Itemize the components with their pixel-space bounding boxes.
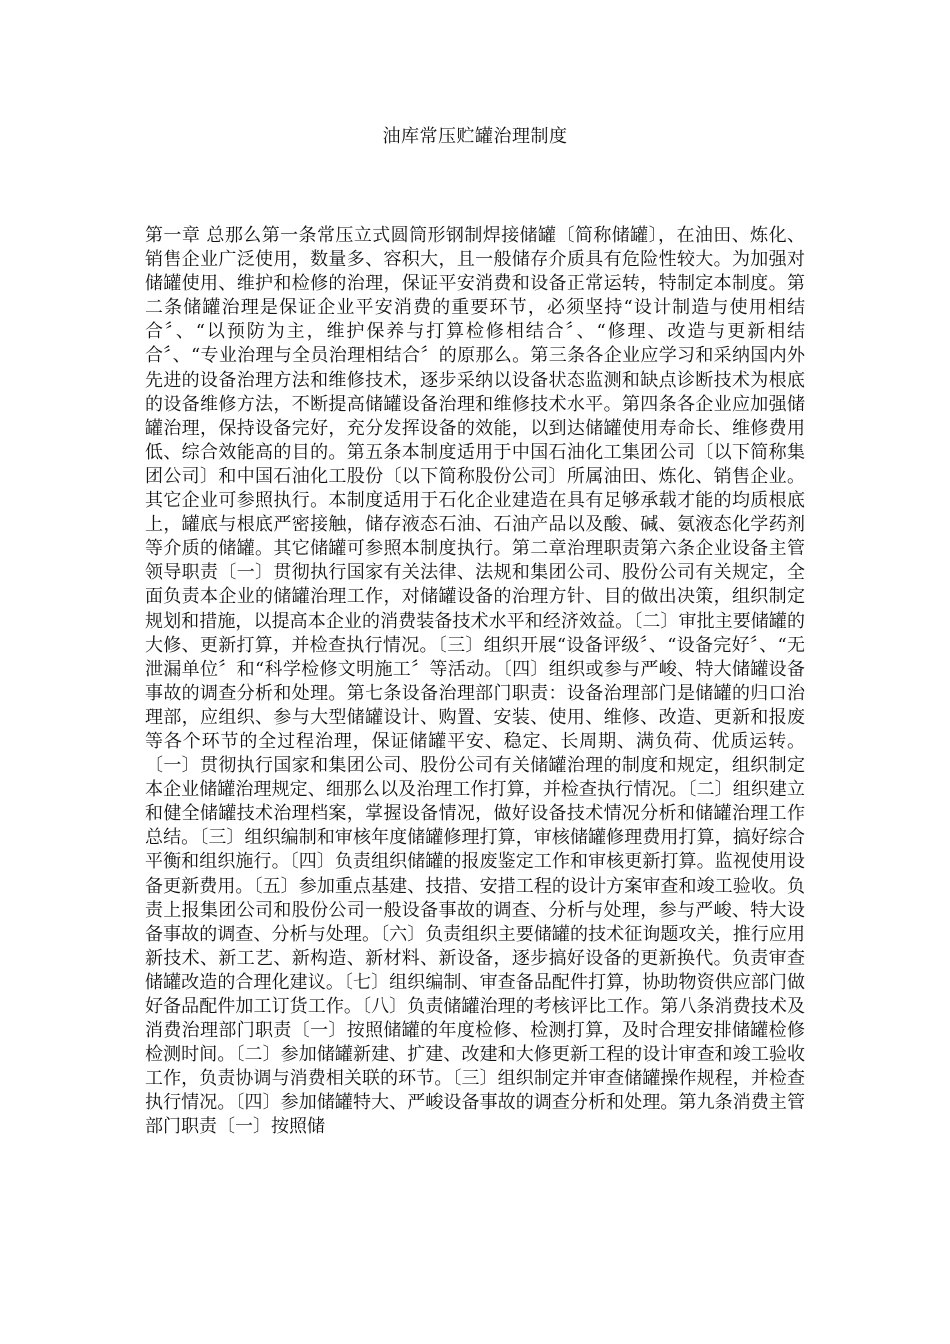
document-body-text: 第一章 总那么第一条常压立式圆筒形钢制焊接储罐〔简称储罐〕，在油田、炼化、销售企业广泛使用，数量多、容积大，且一般储存介质具有危险性较大。为加强对储罐使用、维护和检修的治理，保证平安消费和设备正常运转，特制定本制度。第二条储罐治理是保证企业平安消费的重要环节，必须坚持“设计制造与使用相结合〞、“以预防为主，维护保养与打算检修相结合〞、“修理、改造与更新相结合〞、“专业治理与全员治理相结合〞的原那么。第三条各企业应学习和采纳国内外先进的设备治理方法和维修技术，逐步采纳以设备状态监测和缺点诊断技术为根底的设备维修方法，不断提高储罐设备治理和维修技术水平。第四条各企业应加强储罐治理，保持设备完好，充分发挥设备的效能，以到达储罐使用寿命长、维修费用低、综合效能高的目的。第五条本制度适用于中国石油化工集团公司〔以下简称集团公司〕和中国石油化工股份〔以下简称股份公司〕所属油田、炼化、销售企业。其它企业可参照执行。本制度适用于石化企业建造在具有足够承载才能的均质根底上，罐底与根底严密接触，储存液态石油、石油产品以及酸、碱、氨液态化学药剂等介质的储罐。其它储罐可参照本制度执行。第二章治理职责第六条企业设备主管领导职责〔一〕贯彻执行国家有关法律、法规和集团公司、股份公司有关规定，全面负责本企业的储罐治理工作，对储罐设备的治理方针、目的做出决策，组织制定规划和措施，以提高本企业的消费装备技术水平和经济效益。〔二〕审批主要储罐的大修、更新打算，并检查执行情况。〔三〕组织开展“设备评级〞、“设备完好〞、“无泄漏单位〞和“科学检修文明施工〞等活动。〔四〕组织或参与严峻、特大储罐设备事故的调查分析和处理。第七条设备治理部门职责：设备治理部门是储罐的归口治理部，应组织、参与大型储罐设计、购置、安装、使用、维修、改造、更新和报废等各个环节的全过程治理，保证储罐平安、稳定、长周期、满负荷、优质运转。〔一〕贯彻执行国家和集团公司、股份公司有关储罐治理的制度和规定，组织制定本企业储罐治理规定、细那么以及治理工作打算，并检查执行情况。〔二〕组织建立和健全储罐技术治理档案，掌握设备情况，做好设备技术情况分析和储罐治理工作总结。〔三〕组织编制和审核年度储罐修理打算，审核储罐修理费用打算，搞好综合平衡和组织施行。〔四〕负责组织储罐的报废鉴定工作和审核更新打算。监视使用设备更新费用。〔五〕参加重点基建、技措、安措工程的设计方案审查和竣工验收。负责上报集团公司和股份公司一般设备事故的调查、分析与处理，参与严峻、特大设备事故的调查、分析与处理。〔六〕负责组织主要储罐的技术征询题攻关，推行应用新技术、新工艺、新构造、新材料、新设备，逐步搞好设备的更新换代。负责审查储罐改造的合理化建议。〔七〕组织编制、审查备品配件打算，协助物资供应部门做好备品配件加工订货工作。〔八〕负责储罐治理的考核评比工作。第八条消费技术及消费治理部门职责〔一〕按照储罐的年度检修、检测打算，及时合理安排储罐检修检测时间。〔二〕参加储罐新建、扩建、改建和大修更新工程的设计审查和竣工验收工作，负责协调与消费相关联的环节。〔三〕组织制定并审查储罐操作规程，并检查执行情况。〔四〕参加储罐特大、严峻设备事故的调查分析和处理。第九条消费主管部门职责〔一〕按照储	[145, 225, 805, 1138]
document-title: 油库常压贮罐治理制度	[382, 126, 568, 147]
